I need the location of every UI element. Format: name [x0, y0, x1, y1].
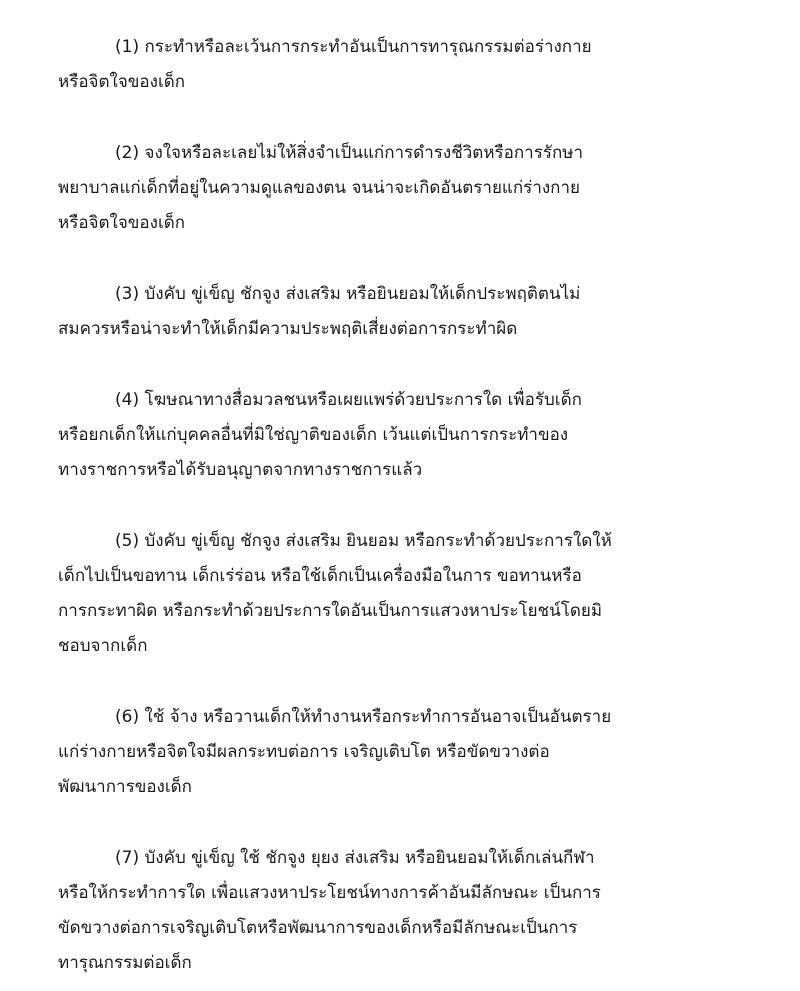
clause-line: หรือให้กระทำการใด เพื่อแสวงหาประโยชน์ทางการค้าอันมีลักษณะ เป็นการ — [58, 883, 601, 903]
clause-4 — [58, 383, 678, 488]
clause-line: สมควรหรือน่าจะทำให้เด็กมีความประพฤติเสี่ยงต่อการกระทำผิด — [58, 319, 518, 339]
clause-6 — [58, 700, 678, 805]
clause-line: เด็กไปเป็นขอทาน เด็กเร่ร่อน หรือใช้เด็กเป็นเครื่องมือในการ ขอทานหรือ — [58, 566, 582, 586]
clause-line: การกระทาผิด หรือกระทำด้วยประการใดอันเป็นการแสวงหาประโยชน์โดยมิ — [58, 601, 603, 621]
clause-line: (3) บังคับ ขู่เข็ญ ชักจูง ส่งเสริม หรือยินยอมให้เด็กประพฤติตนไม่ — [115, 284, 581, 304]
paragraph-gap — [58, 100, 678, 136]
clause-line: พยาบาลแก่เด็กที่อยู่ในความดูแลของตน จนน่าจะเกิดอันตรายแก่ร่างกาย — [58, 178, 580, 198]
clause-line: แก่ร่างกายหรือจิตใจมีผลกระทบต่อการ เจริญเติบโต หรือขัดขวางต่อ — [58, 742, 550, 762]
clause-line: พัฒนาการของเด็ก — [58, 777, 192, 797]
clause-line: (1) กระทำหรือละเว้นการกระทำอันเป็นการทารุณกรรมต่อร่างกาย — [115, 37, 592, 57]
document-body — [58, 30, 678, 981]
clause-3 — [58, 277, 678, 347]
clause-line: ทางราชการหรือได้รับอนุญาตจากทางราชการแล้ว — [58, 460, 423, 480]
clause-line: (6) ใช้ จ้าง หรือวานเด็กให้ทำงานหรือกระทำการอันอาจเป็นอันตราย — [115, 707, 612, 727]
paragraph-gap — [58, 347, 678, 383]
clause-line: (4) โฆษณาทางสื่อมวลชนหรือเผยแพร่ด้วยประการใด เพื่อรับเด็ก — [115, 390, 582, 410]
clause-line: ชอบจากเด็ก — [58, 636, 148, 656]
paragraph-gap — [58, 664, 678, 700]
clause-line: หรือจิตใจของเด็ก — [58, 72, 186, 92]
clause-7 — [58, 841, 678, 981]
clause-line: หรือจิตใจของเด็ก — [58, 213, 186, 233]
clause-line: ขัดขวางต่อการเจริญเติบโตหรือพัฒนาการของเด็กหรือมีลักษณะเป็นการ — [58, 918, 578, 938]
clause-line: (2) จงใจหรือละเลยไม่ให้สิ่งจำเป็นแก่การดำรงชีวิตหรือการรักษา — [115, 143, 584, 163]
clause-1 — [58, 30, 678, 100]
paragraph-gap — [58, 805, 678, 841]
paragraph-gap — [58, 241, 678, 277]
clause-line: (5) บังคับ ขู่เข็ญ ชักจูง ส่งเสริม ยินยอม หรือกระทำด้วยประการใดให้ — [115, 531, 612, 551]
clause-5 — [58, 524, 678, 664]
clause-2 — [58, 136, 678, 241]
clause-line: หรือยกเด็กให้แก่บุคคลอื่นที่มิใช่ญาติของเด็ก เว้นแต่เป็นการกระทำของ — [58, 425, 569, 445]
paragraph-gap — [58, 488, 678, 524]
clause-line: ทารุณกรรมต่อเด็ก — [58, 953, 192, 973]
clause-line: (7) บังคับ ขู่เข็ญ ใช้ ชักจูง ยุยง ส่งเสริม หรือยินยอมให้เด็กเล่นกีฬา — [115, 848, 595, 868]
